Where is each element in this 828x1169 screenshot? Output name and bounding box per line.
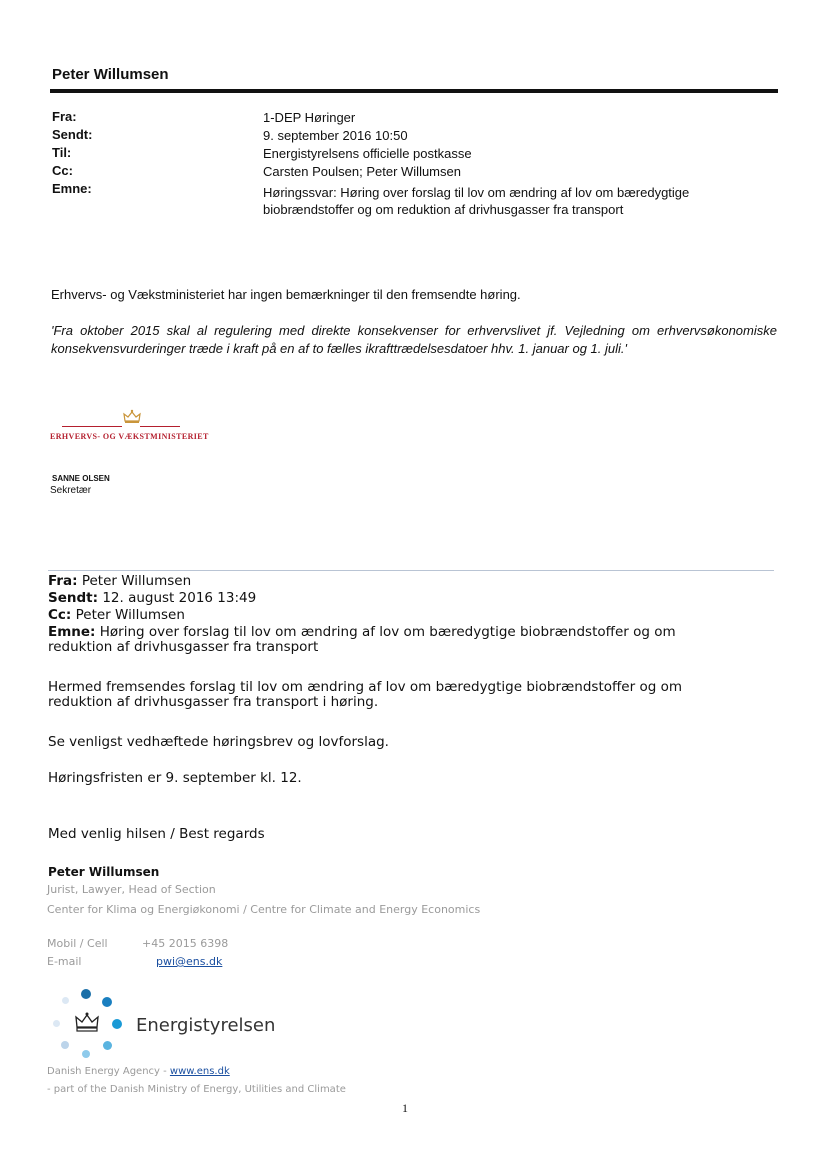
- sent-value: 9. september 2016 10:50: [263, 128, 408, 143]
- forward-divider: [48, 570, 774, 571]
- ministry-line: - part of the Danish Ministry of Energy, Utilities and Climate: [47, 1084, 346, 1095]
- sender-department: Center for Klima og Energiøkonomi / Centre for Climate and Energy Economics: [47, 903, 481, 916]
- logo-dot: [112, 1019, 122, 1029]
- crown-icon: [73, 1011, 101, 1033]
- logo-line-left: [62, 426, 122, 427]
- reply-body: Erhvervs- og Vækstministeriet har ingen bemærkninger til den fremsendte høring.: [51, 287, 521, 302]
- page-number: 1: [402, 1101, 408, 1115]
- phone-label: Mobil / Cell: [47, 937, 108, 950]
- ministry-logo-text: ERHVERVS- OG VÆKSTMINISTERIET: [50, 432, 209, 441]
- to-label: Til:: [52, 145, 72, 160]
- logo-dot: [61, 1041, 69, 1049]
- logo-dot: [81, 989, 91, 999]
- fw-cc: Cc: Peter Willumsen: [48, 607, 185, 623]
- cc-value: Carsten Poulsen; Peter Willumsen: [263, 164, 461, 179]
- fw-paragraph-2: Se venligst vedhæftede høringsbrev og lovforslag.: [48, 734, 389, 750]
- sent-label: Sendt:: [52, 127, 93, 142]
- logo-dot: [62, 997, 69, 1004]
- subject-label: Emne:: [52, 181, 92, 196]
- agency-logo-name: Energistyrelsen: [136, 1015, 276, 1036]
- sender-name: Peter Willumsen: [48, 865, 160, 879]
- logo-dot: [103, 1041, 112, 1050]
- cc-label: Cc:: [52, 163, 73, 178]
- fw-paragraph-3: Høringsfristen er 9. september kl. 12.: [48, 770, 302, 786]
- fw-paragraph-1: Hermed fremsendes forslag til lov om ændring af lov om bæredygtige biobrændstoffer og om reduktion af drivhusgasser fra transport i høring.: [48, 679, 682, 710]
- logo-dot: [102, 997, 112, 1007]
- logo-line-right: [140, 426, 180, 427]
- agency-url-link[interactable]: www.ens.dk: [169, 1066, 230, 1077]
- logo-dot: [53, 1020, 60, 1027]
- subject-value: Høringssvar: Høring over forslag til lov om ændring af lov om bæredygtige biobrændstoffer og om reduktion af drivhusgasser fra transport: [263, 185, 690, 217]
- signature-title: Sekretær: [50, 485, 92, 496]
- page-owner-name: Peter Willumsen: [52, 66, 169, 83]
- reply-quote: 'Fra oktober 2015 skal al regulering med direkte konsekvenser for erhvervslivet jf. Vejledning om erhvervsøkonomiske konsekvensvurderinger træde i kraft på en af to fælles ikrafttrædelsesdatoer hhv. 1. januar og 1. juli.': [51, 323, 777, 356]
- sender-title: Jurist, Lawyer, Head of Section: [47, 883, 216, 896]
- from-value: 1-DEP Høringer: [263, 110, 356, 125]
- fw-greeting: Med venlig hilsen / Best regards: [48, 826, 265, 842]
- to-value: Energistyrelsens officielle postkasse: [263, 146, 472, 161]
- logo-dot: [82, 1050, 90, 1058]
- fw-sent: Sendt: 12. august 2016 13:49: [48, 590, 257, 606]
- header-rule: [50, 89, 778, 93]
- email-link[interactable]: pwi@ens.dk: [156, 955, 223, 968]
- agency-line: Danish Energy Agency - www.ens.dk: [47, 1066, 230, 1077]
- email-label: E-mail: [47, 955, 82, 968]
- from-label: Fra:: [52, 109, 77, 124]
- fw-from: Fra: Peter Willumsen: [48, 573, 192, 589]
- signature-name: SANNE OLSEN: [52, 474, 110, 483]
- crown-icon: [122, 409, 142, 425]
- phone-value: +45 2015 6398: [142, 937, 229, 950]
- fw-subject: Emne: Høring over forslag til lov om ændring af lov om bæredygtige biobrændstoffer og om reduktion af drivhusgasser fra transport: [48, 624, 676, 655]
